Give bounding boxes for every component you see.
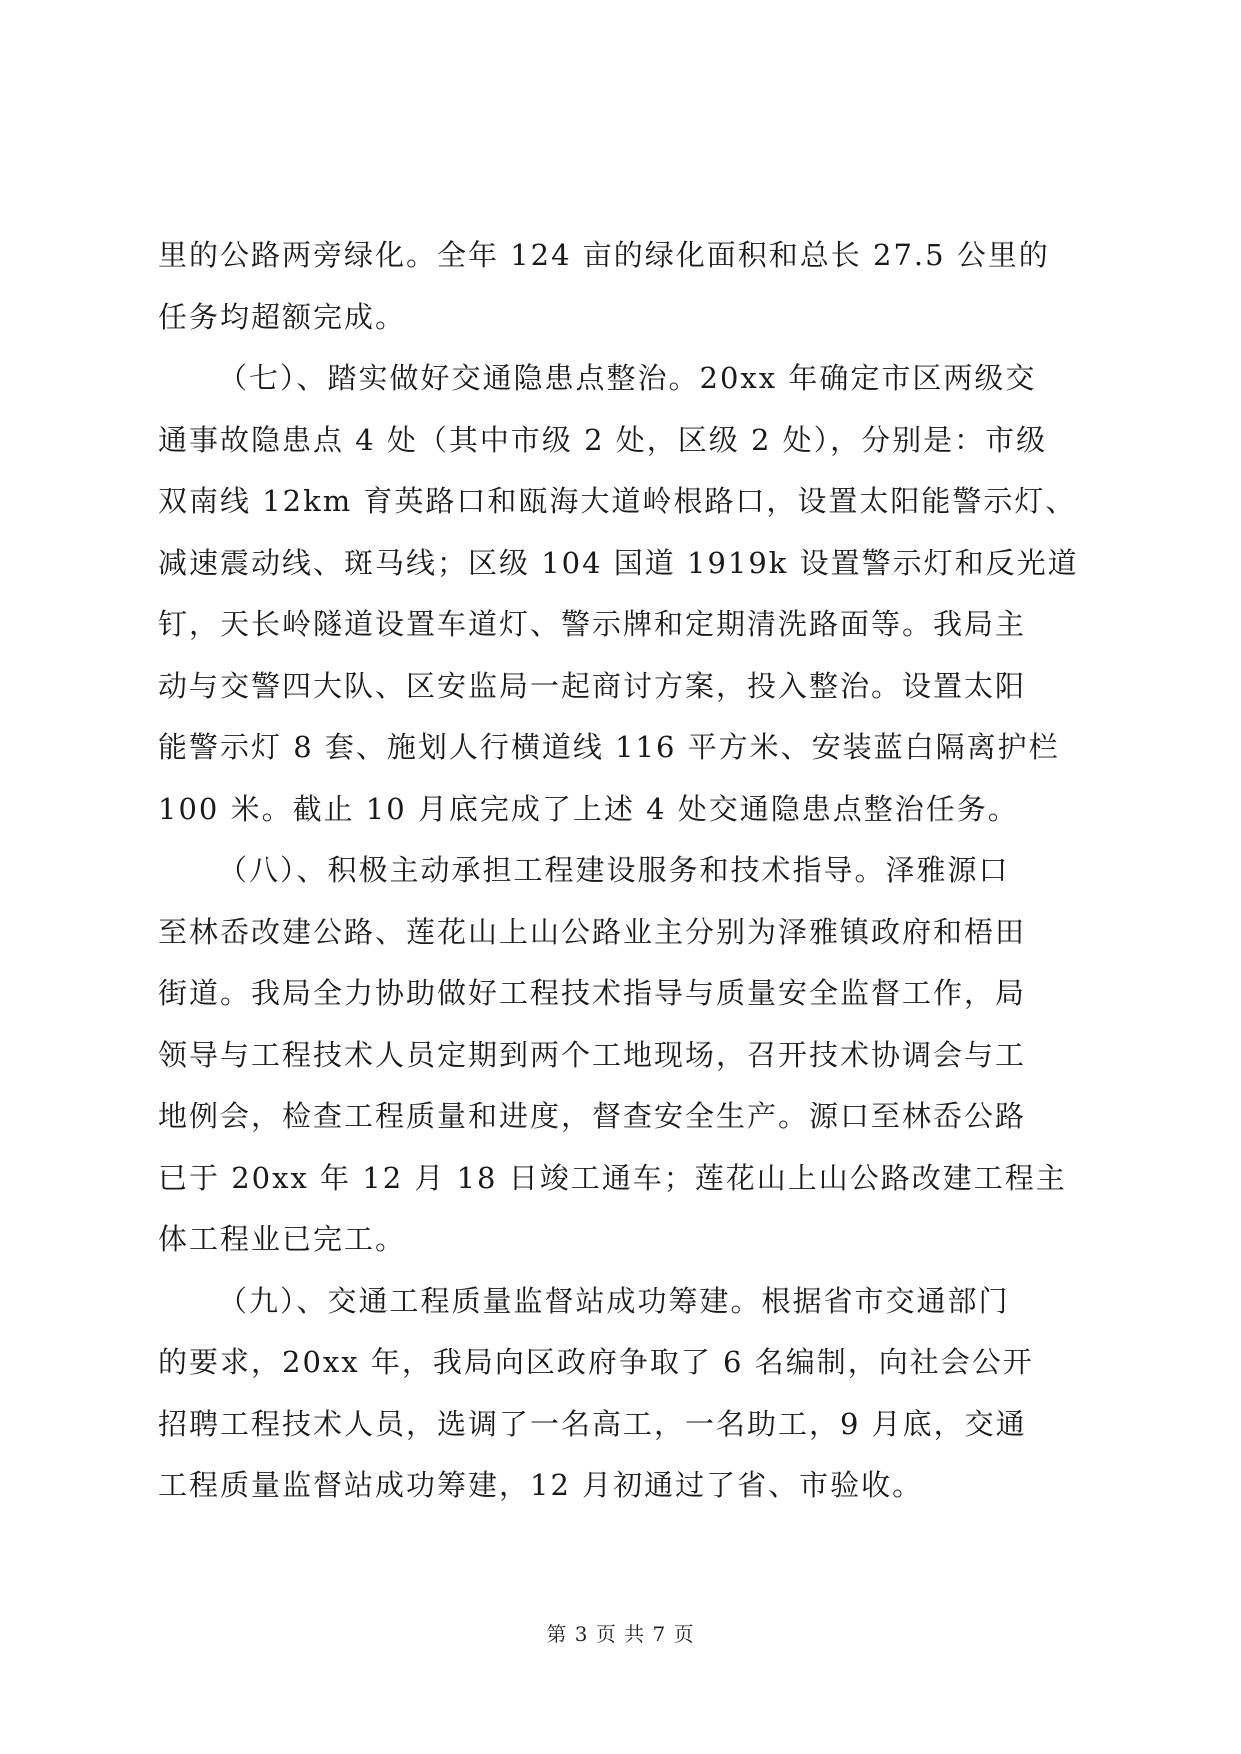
text-line: 能警示灯 8 套、施划人行横道线 116 平方米、安装蓝白隔离护栏 [158,730,1060,764]
text-line: 体工程业已完工。 [158,1222,407,1256]
text-line: 通事故隐患点 4 处（其中市级 2 处，区级 2 处），分别是：市级 [158,422,1048,457]
text-line: 地例会，检查工程质量和进度，督查安全生产。源口至林岙公路 [158,1099,1027,1133]
text-line: 100 米。截止 10 月底完成了上述 4 处交通隐患点整治任务。 [158,791,1019,826]
text-line: 至林岙改建公路、莲花山上山公路业主分别为泽雅镇政府和梧田 [158,914,1027,949]
text-line: 街道。我局全力协助做好工程技术指导与质量安全监督工作，局 [158,976,1027,1010]
text-line: 已于 20xx 年 12 月 18 日竣工通车；莲花山上山公路改建工程主 [158,1160,1067,1195]
section-9-heading-line: （九）、交通工程质量监督站成功筹建。根据省市交通部门 [218,1283,1010,1318]
document-body [158,225,1088,1517]
section-7-heading-line: （七）、踏实做好交通隐患点整治。20xx 年确定市区两级交 [218,361,1037,395]
text-line: 任务均超额完成。 [158,299,407,334]
text-line: 里的公路两旁绿化。全年 124 亩的绿化面积和总长 27.5 公里的 [158,238,1050,272]
text-line: 工程质量监督站成功筹建，12 月初通过了省、市验收。 [158,1468,924,1502]
text-line: 动与交警四大队、区安监局一起商讨方案，投入整治。设置太阳 [158,668,1027,703]
page-number-footer: 第 3 页 共 7 页 [546,1622,695,1646]
text-line: 的要求，20xx 年，我局向区政府争取了 6 名编制，向社会公开 [158,1345,1034,1379]
text-line: 领导与工程技术人员定期到两个工地现场，召开技术协调会与工 [158,1037,1027,1072]
text-line: 钉，天长岭隧道设置车道灯、警示牌和定期清洗路面等。我局主 [158,607,1027,641]
text-line: 双南线 12km 育英路口和瓯海大道岭根路口，设置太阳能警示灯、 [158,484,1077,518]
text-line: 招聘工程技术人员，选调了一名高工，一名助工，9 月底，交通 [158,1406,1027,1441]
text-line: 减速震动线、斑马线；区级 104 国道 1919k 设置警示灯和反光道 [158,545,1079,580]
section-8-heading-line: （八）、积极主动承担工程建设服务和技术指导。泽雅源口 [218,853,1010,887]
